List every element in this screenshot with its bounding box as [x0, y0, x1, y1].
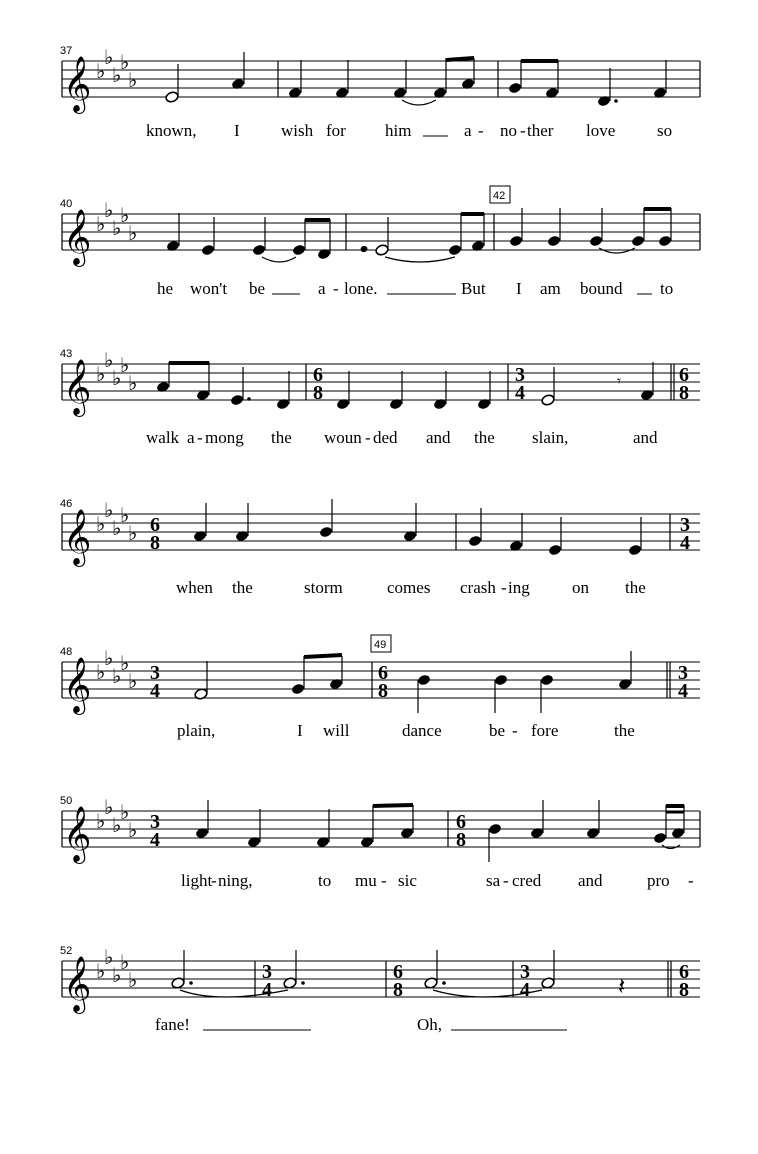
svg-text:♭: ♭ [120, 505, 130, 527]
svg-text:8: 8 [378, 680, 388, 702]
svg-text:♭: ♭ [120, 653, 130, 675]
svg-text:-: - [501, 578, 507, 597]
svg-text:♭: ♭ [128, 671, 138, 693]
svg-text:light: light [181, 871, 213, 890]
notes [165, 52, 667, 107]
svg-text:he: he [157, 279, 174, 298]
svg-text:♭: ♭ [128, 970, 138, 992]
svg-text:4: 4 [150, 680, 160, 702]
svg-text:bound: bound [580, 279, 623, 298]
measure-number: 37 [60, 45, 73, 57]
lyrics [146, 428, 658, 447]
system-1 [60, 45, 700, 140]
measure-number: 50 [60, 795, 73, 807]
svg-text:wish: wish [281, 121, 314, 140]
svg-text:4: 4 [515, 382, 525, 404]
treble-clef-icon: 𝄞 [63, 659, 92, 712]
svg-text:woun: woun [324, 428, 362, 447]
svg-text:♭: ♭ [112, 666, 122, 688]
svg-text:But: But [461, 279, 486, 298]
svg-text:8: 8 [393, 979, 403, 1001]
svg-text:storm: storm [304, 578, 343, 597]
svg-text:♭: ♭ [96, 364, 106, 386]
svg-text:6: 6 [679, 961, 689, 983]
rehearsal-mark-label: 49 [374, 639, 387, 651]
svg-text:on: on [572, 578, 589, 597]
svg-text:so: so [657, 121, 673, 140]
svg-text:slain,: slain, [532, 428, 569, 447]
svg-text:-: - [478, 121, 484, 140]
svg-text:6: 6 [393, 961, 403, 983]
treble-clef-icon: 𝄞 [63, 211, 92, 264]
svg-text:8: 8 [150, 532, 160, 554]
treble-clef-icon: 𝄞 [63, 361, 92, 414]
svg-text:be: be [249, 279, 266, 298]
svg-text:the: the [232, 578, 253, 597]
lyrics [176, 578, 646, 597]
svg-text:♭: ♭ [128, 223, 138, 245]
svg-text:♭: ♭ [104, 200, 114, 222]
key-signature-icon [96, 797, 137, 842]
svg-text:3: 3 [515, 364, 525, 386]
system-5 [60, 635, 700, 740]
svg-text:will: will [323, 721, 350, 740]
svg-text:♭: ♭ [128, 820, 138, 842]
svg-text:mu: mu [355, 871, 377, 890]
svg-text:ning,: ning, [218, 871, 253, 890]
notes [166, 208, 672, 262]
svg-text:8: 8 [679, 382, 689, 404]
system-6 [60, 795, 700, 890]
svg-text:-: - [365, 428, 371, 447]
time-signature [150, 514, 690, 554]
svg-text:♭: ♭ [104, 947, 114, 969]
svg-text:and: and [633, 428, 658, 447]
svg-text:-: - [520, 121, 526, 140]
svg-text:known,: known, [146, 121, 197, 140]
svg-text:8: 8 [313, 382, 323, 404]
eighth-rest-icon: 𝄾 [617, 374, 621, 390]
svg-text:♭: ♭ [96, 61, 106, 83]
treble-clef-icon: 𝄞 [63, 58, 92, 111]
key-signature-icon [96, 648, 137, 693]
svg-text:♭: ♭ [128, 70, 138, 92]
rehearsal-mark-label: 42 [493, 190, 506, 202]
measure-number: 48 [60, 646, 73, 658]
treble-clef-icon: 𝄞 [63, 808, 92, 861]
svg-text:fore: fore [531, 721, 559, 740]
svg-text:a: a [464, 121, 472, 140]
svg-text:4: 4 [150, 829, 160, 851]
staff [62, 961, 700, 997]
svg-text:4: 4 [680, 532, 690, 554]
svg-text:pro: pro [647, 871, 670, 890]
svg-text:♭: ♭ [120, 205, 130, 227]
svg-text:3: 3 [150, 811, 160, 833]
svg-text:ther: ther [527, 121, 554, 140]
svg-text:3: 3 [678, 662, 688, 684]
svg-text:am: am [540, 279, 561, 298]
svg-text:when: when [176, 578, 213, 597]
lyrics [157, 279, 673, 298]
svg-text:6: 6 [150, 514, 160, 536]
svg-text:♭: ♭ [112, 518, 122, 540]
notes [195, 800, 685, 862]
staff [62, 214, 700, 250]
svg-text:-: - [211, 871, 217, 890]
svg-text:be: be [489, 721, 506, 740]
svg-text:I: I [234, 121, 240, 140]
svg-text:dance: dance [402, 721, 442, 740]
system-7 [60, 945, 700, 1034]
svg-text:♭: ♭ [96, 514, 106, 536]
svg-text:Oh,: Oh, [417, 1015, 443, 1034]
svg-text:6: 6 [378, 662, 388, 684]
svg-text:ing: ing [508, 578, 530, 597]
svg-text:3: 3 [262, 961, 272, 983]
svg-text:♭: ♭ [120, 52, 130, 74]
svg-text:-: - [333, 279, 339, 298]
svg-text:3: 3 [520, 961, 530, 983]
svg-text:6: 6 [679, 364, 689, 386]
treble-clef-icon: 𝄞 [63, 511, 92, 564]
svg-text:4: 4 [520, 979, 530, 1001]
svg-text:♭: ♭ [112, 965, 122, 987]
lyrics [155, 1015, 567, 1034]
svg-text:3: 3 [150, 662, 160, 684]
staff [62, 364, 700, 400]
svg-text:6: 6 [313, 364, 323, 386]
svg-text:♭: ♭ [120, 952, 130, 974]
svg-text:ded: ded [373, 428, 398, 447]
key-signature-icon [96, 47, 137, 92]
lyrics [177, 721, 635, 740]
svg-text:and: and [578, 871, 603, 890]
svg-text:♭: ♭ [104, 797, 114, 819]
svg-text:won't: won't [190, 279, 228, 298]
key-signature-icon [96, 200, 137, 245]
svg-text:♭: ♭ [96, 961, 106, 983]
svg-text:sic: sic [398, 871, 417, 890]
svg-text:a: a [187, 428, 195, 447]
svg-text:-: - [688, 871, 694, 890]
svg-text:the: the [625, 578, 646, 597]
svg-text:♭: ♭ [120, 355, 130, 377]
lyrics [146, 121, 672, 140]
svg-text:the: the [271, 428, 292, 447]
svg-text:sa: sa [486, 871, 501, 890]
svg-text:-: - [512, 721, 518, 740]
svg-text:the: the [474, 428, 495, 447]
key-signature-icon [96, 350, 137, 395]
svg-text:to: to [660, 279, 674, 298]
measure-number: 40 [60, 198, 73, 210]
svg-text:♭: ♭ [96, 662, 106, 684]
svg-text:fane!: fane! [155, 1015, 190, 1034]
svg-text:-: - [503, 871, 509, 890]
notes [156, 362, 654, 410]
svg-text:comes: comes [387, 578, 431, 597]
svg-text:to: to [318, 871, 332, 890]
svg-text:love: love [586, 121, 616, 140]
svg-text:-: - [197, 428, 203, 447]
svg-text:♭: ♭ [104, 500, 114, 522]
svg-text:walk: walk [146, 428, 180, 447]
svg-text:♭: ♭ [96, 214, 106, 236]
svg-text:♭: ♭ [104, 350, 114, 372]
svg-text:8: 8 [456, 829, 466, 851]
svg-text:cred: cred [512, 871, 542, 890]
svg-text:I: I [516, 279, 522, 298]
treble-clef-icon: 𝄞 [63, 958, 92, 1011]
svg-text:-: - [381, 871, 387, 890]
quarter-rest-icon: 𝄽 [618, 974, 626, 1000]
measure-number: 52 [60, 945, 73, 957]
svg-text:♭: ♭ [112, 368, 122, 390]
measure-number: 43 [60, 348, 73, 360]
lyrics [181, 871, 694, 890]
svg-text:4: 4 [678, 680, 688, 702]
svg-text:him: him [385, 121, 412, 140]
svg-text:♭: ♭ [112, 218, 122, 240]
system-3 [60, 348, 700, 447]
svg-text:♭: ♭ [112, 815, 122, 837]
svg-text:♭: ♭ [128, 523, 138, 545]
svg-text:plain,: plain, [177, 721, 216, 740]
svg-text:6: 6 [456, 811, 466, 833]
svg-text:the: the [614, 721, 635, 740]
svg-text:for: for [326, 121, 346, 140]
svg-text:♭: ♭ [120, 802, 130, 824]
svg-text:crash: crash [460, 578, 496, 597]
system-2 [60, 186, 700, 298]
notes [193, 499, 642, 556]
svg-text:♭: ♭ [104, 47, 114, 69]
svg-text:4: 4 [262, 979, 272, 1001]
svg-text:no: no [500, 121, 517, 140]
measure-number: 46 [60, 498, 73, 510]
key-signature-icon [96, 947, 137, 992]
key-signature-icon [96, 500, 137, 545]
svg-text:♭: ♭ [112, 65, 122, 87]
staff [62, 61, 700, 97]
system-4 [60, 498, 700, 597]
svg-text:8: 8 [679, 979, 689, 1001]
svg-text:I: I [297, 721, 303, 740]
svg-text:3: 3 [680, 514, 690, 536]
svg-text:♭: ♭ [104, 648, 114, 670]
notes [194, 651, 632, 713]
svg-text:a: a [318, 279, 326, 298]
svg-text:mong: mong [205, 428, 244, 447]
svg-text:♭: ♭ [128, 373, 138, 395]
svg-text:♭: ♭ [96, 811, 106, 833]
svg-text:lone.: lone. [344, 279, 378, 298]
time-signature [313, 364, 689, 404]
svg-text:and: and [426, 428, 451, 447]
